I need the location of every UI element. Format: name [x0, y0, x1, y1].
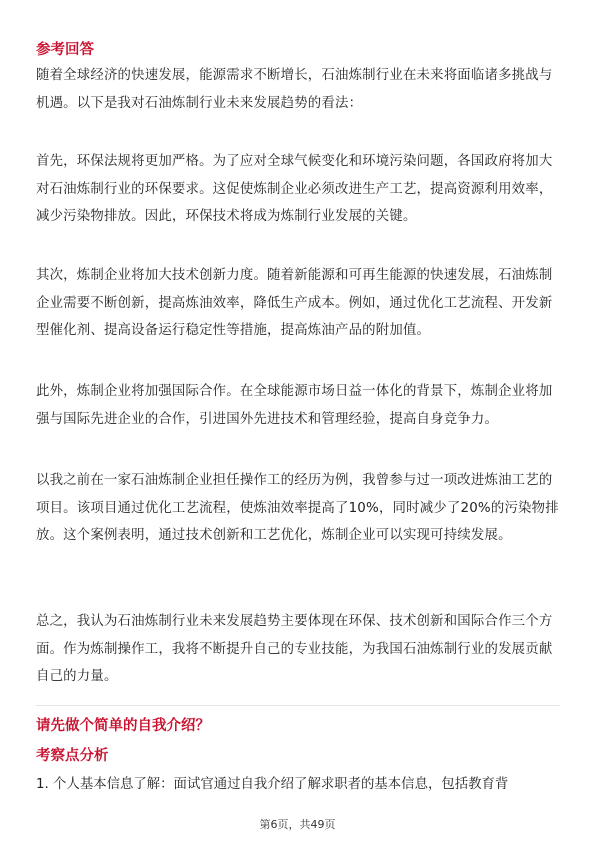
question-title: 请先做个简单的自我介绍？ — [36, 718, 210, 734]
intro-paragraph: 随着全球经济的快速发展，能源需求不断增长，石油炼制行业在未来将面临诸多挑战与机遇。以下是我对石油炼制行业未来发展趋势的看法： — [36, 68, 553, 111]
environment-paragraph: 首先，环保法规将更加严格。为了应对全球气候变化和环境污染问题，各国政府将加大对石油炼制行业的环保要求。这促使炼制企业必须改进生产工艺，提高资源利用效率，减少污染物排放。因此，环保技术将成为炼制行业发展的关键。 — [36, 154, 553, 224]
section-divider — [36, 705, 560, 706]
cooperation-paragraph: 此外，炼制企业将加强国际合作。在全球能源市场日益一体化的背景下，炼制企业将加强与国际先进企业的合作，引进国外先进技术和管理经验，提高自身竞争力。 — [36, 384, 553, 427]
analysis-list-item: 1. 个人基本信息了解：面试官通过自我介绍了解求职者的基本信息，包括教育背 — [36, 777, 509, 792]
page-number-footer: 第6页，共49页 — [259, 818, 336, 831]
innovation-paragraph: 其次，炼制企业将加大技术创新力度。随着新能源和可再生能源的快速发展，石油炼制企业需要不断创新，提高炼油效率，降低生产成本。例如，通过优化工艺流程、开发新型催化剂、提高设备运行稳定性等措施，提高炼油产品的附加值。 — [36, 268, 553, 338]
reference-answer-heading: 参考回答 — [36, 42, 94, 58]
conclusion-paragraph: 总之，我认为石油炼制行业未来发展趋势主要体现在环保、技术创新和国际合作三个方面。作为炼制操作工，我将不断提升自己的专业技能，为我国石油炼制行业的发展贡献自己的力量。 — [36, 614, 553, 684]
analysis-heading: 考察点分析 — [36, 748, 109, 764]
experience-paragraph: 以我之前在一家石油炼制企业担任操作工的经历为例，我曾参与过一项改进炼油工艺的项目。该项目通过优化工艺流程，使炼油效率提高了10%，同时减少了20%的污染物排放。这个案例表明，通过技术创新和工艺优化，炼制企业可以实现可持续发展。 — [36, 473, 559, 543]
